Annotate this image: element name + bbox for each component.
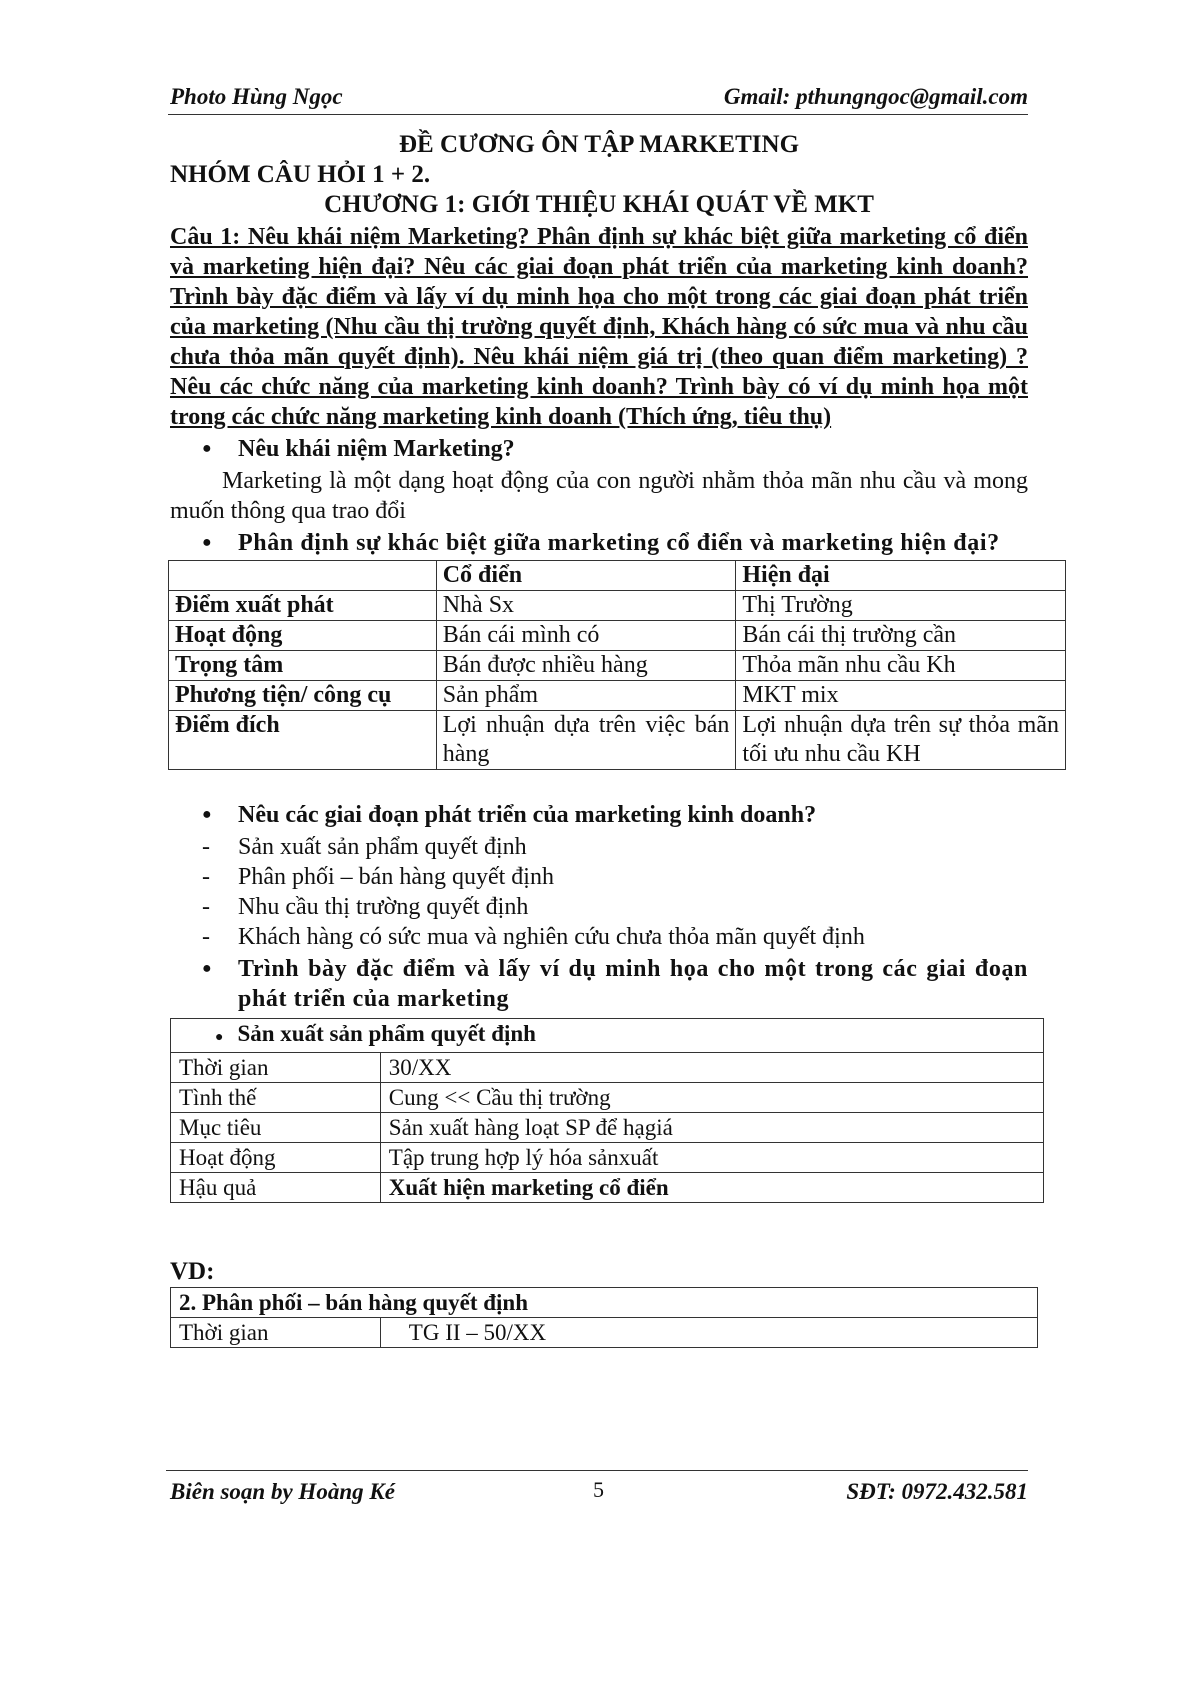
table-cell: Thị Trường	[736, 591, 1066, 621]
table-row	[169, 681, 1066, 711]
table-title-cell	[171, 1019, 1044, 1053]
table-row-label: Điểm xuất phát	[169, 591, 437, 621]
section-heading	[170, 800, 1028, 830]
page-number: 5	[593, 1477, 604, 1502]
table-cell: 30/XX	[380, 1053, 1043, 1083]
table-cell: Tập trung hợp lý hóa sảnxuất	[380, 1143, 1043, 1173]
section-heading-text: Trình bày đặc điểm và lấy ví dụ minh họa cho một trong các giai đoạn phát triển của marketing	[238, 956, 1028, 1012]
table-header-cell: Cổ điển	[436, 561, 736, 591]
section-heading	[170, 954, 1028, 1014]
section-heading-text: Phân định sự khác biệt giữa marketing cổ điển và marketing hiện đại?	[238, 530, 1000, 556]
page-footer	[166, 1470, 1028, 1511]
table-row-label: Hoạt động	[169, 621, 437, 651]
document-title: ĐỀ CƯƠNG ÔN TẬP MARKETING	[398, 131, 800, 158]
table-row	[171, 1173, 1044, 1203]
section-heading-text: Nêu khái niệm Marketing?	[238, 436, 515, 462]
table-header-cell: Hiện đại	[736, 561, 1066, 591]
table-title: Sản xuất sản phẩm quyết định	[237, 1021, 536, 1046]
table-row	[169, 711, 1066, 770]
table-row-label: Hoạt động	[171, 1143, 381, 1173]
chapter-title: CHƯƠNG 1: GIỚI THIỆU KHÁI QUÁT VỀ MKT	[324, 191, 874, 218]
comparison-table	[168, 560, 1066, 770]
table-cell: Sản phẩm	[436, 681, 736, 711]
table-cell: Sản xuất hàng loạt SP để hạgiá	[380, 1113, 1043, 1143]
table-title: 2. Phân phối – bán hàng quyết định	[171, 1288, 1038, 1318]
table-cell: Xuất hiện marketing cổ điển	[380, 1173, 1043, 1203]
example-label: VD:	[170, 1258, 215, 1285]
example-table	[170, 1287, 1038, 1348]
table-cell: Bán được nhiều hàng	[436, 651, 736, 681]
table-title-row	[171, 1288, 1038, 1318]
section-heading	[170, 434, 1028, 464]
footer-author: Biên soạn by Hoàng Ké	[170, 1479, 395, 1504]
bullet-icon: ●	[202, 534, 213, 551]
table-title-row	[171, 1019, 1044, 1053]
section-heading	[170, 528, 1028, 558]
list-item-text: Sản xuất sản phẩm quyết định	[238, 834, 527, 860]
list-item: - Sản xuất sản phẩm quyết định	[202, 834, 527, 860]
header-email: Gmail: pthungngoc@gmail.com	[723, 84, 1028, 109]
table-cell: TG II – 50/XX	[380, 1318, 1037, 1348]
table-row-label: Thời gian	[171, 1318, 381, 1348]
page-content	[170, 130, 1059, 1348]
table-row-label: Thời gian	[171, 1053, 381, 1083]
page-header	[168, 80, 1028, 115]
question-group: NHÓM CÂU HỎI 1 + 2.	[170, 161, 431, 188]
table-row	[169, 651, 1066, 681]
table-row	[169, 591, 1066, 621]
table-cell: Nhà Sx	[436, 591, 736, 621]
bullet-icon: ●	[215, 1030, 224, 1045]
table-row	[171, 1053, 1044, 1083]
footer-phone: SĐT: 0972.432.581	[846, 1479, 1028, 1504]
table-row	[171, 1143, 1044, 1173]
table-cell: Thỏa mãn nhu cầu Kh	[736, 651, 1066, 681]
bullet-icon: ●	[202, 806, 212, 823]
list-item-text: Khách hàng có sức mua và nghiên cứu chưa thỏa mãn quyết định	[238, 924, 865, 950]
question-text: Câu 1: Nêu khái niệm Marketing? Phân định sự khác biệt giữa marketing cổ điển và marketing hiện đại? Nêu các giai đoạn phát triển của marketing kinh doanh? Trình bày đặc điểm và lấy ví dụ minh họa cho một trong các giai đoạn phát triển của marketing (Nhu cầu thị trường quyết định, Khách hàng có sức mua và nhu cầu chưa thỏa mãn quyết định). Nêu khái niệm giá trị (theo quan điểm marketing) ? Nêu các chức năng của marketing kinh doanh? Trình bày có ví dụ minh họa một trong các chức năng marketing kinh doanh (Thích ứng, tiêu thụ)	[170, 224, 1028, 430]
table-row-label: Trọng tâm	[169, 651, 437, 681]
table-cell: Lợi nhuận dựa trên sự thỏa mãn tối ưu nhu cầu KH	[736, 711, 1066, 770]
table-cell	[169, 561, 437, 591]
table-row-label: Điểm đích	[169, 711, 437, 770]
table-cell: Bán cái thị trường cần	[736, 621, 1066, 651]
table-cell: Lợi nhuận dựa trên việc bán hàng	[436, 711, 736, 770]
section-heading-text: Nêu các giai đoạn phát triển của marketing kinh doanh?	[238, 802, 817, 828]
table-row	[171, 1318, 1038, 1348]
list-item-text: Phân phối – bán hàng quyết định	[238, 864, 554, 890]
bullet-icon: ●	[202, 440, 212, 457]
list-item-text: Nhu cầu thị trường quyết định	[238, 894, 529, 920]
table-cell: MKT mix	[736, 681, 1066, 711]
stage-table	[170, 1018, 1044, 1203]
stage-list	[170, 832, 1028, 952]
table-row-label: Mục tiêu	[171, 1113, 381, 1143]
list-item: - Nhu cầu thị trường quyết định	[202, 894, 529, 920]
bullet-icon: ●	[202, 960, 213, 977]
table-row	[169, 621, 1066, 651]
table-row	[171, 1083, 1044, 1113]
table-row-label: Tình thế	[171, 1083, 381, 1113]
table-row-label: Hậu quả	[171, 1173, 381, 1203]
definition-paragraph: Marketing là một dạng hoạt động của con người nhằm thỏa mãn nhu cầu và mong muốn thông qua trao đổi	[170, 468, 1028, 524]
table-cell: Cung << Cầu thị trường	[380, 1083, 1043, 1113]
table-cell: Bán cái mình có	[436, 621, 736, 651]
list-item: - Phân phối – bán hàng quyết định	[202, 864, 554, 890]
table-header-row	[169, 561, 1066, 591]
table-row-label: Phương tiện/ công cụ	[169, 681, 437, 711]
header-left: Photo Hùng Ngọc	[170, 84, 343, 109]
table-row	[171, 1113, 1044, 1143]
list-item: - Khách hàng có sức mua và nghiên cứu chưa thỏa mãn quyết định	[202, 924, 865, 950]
